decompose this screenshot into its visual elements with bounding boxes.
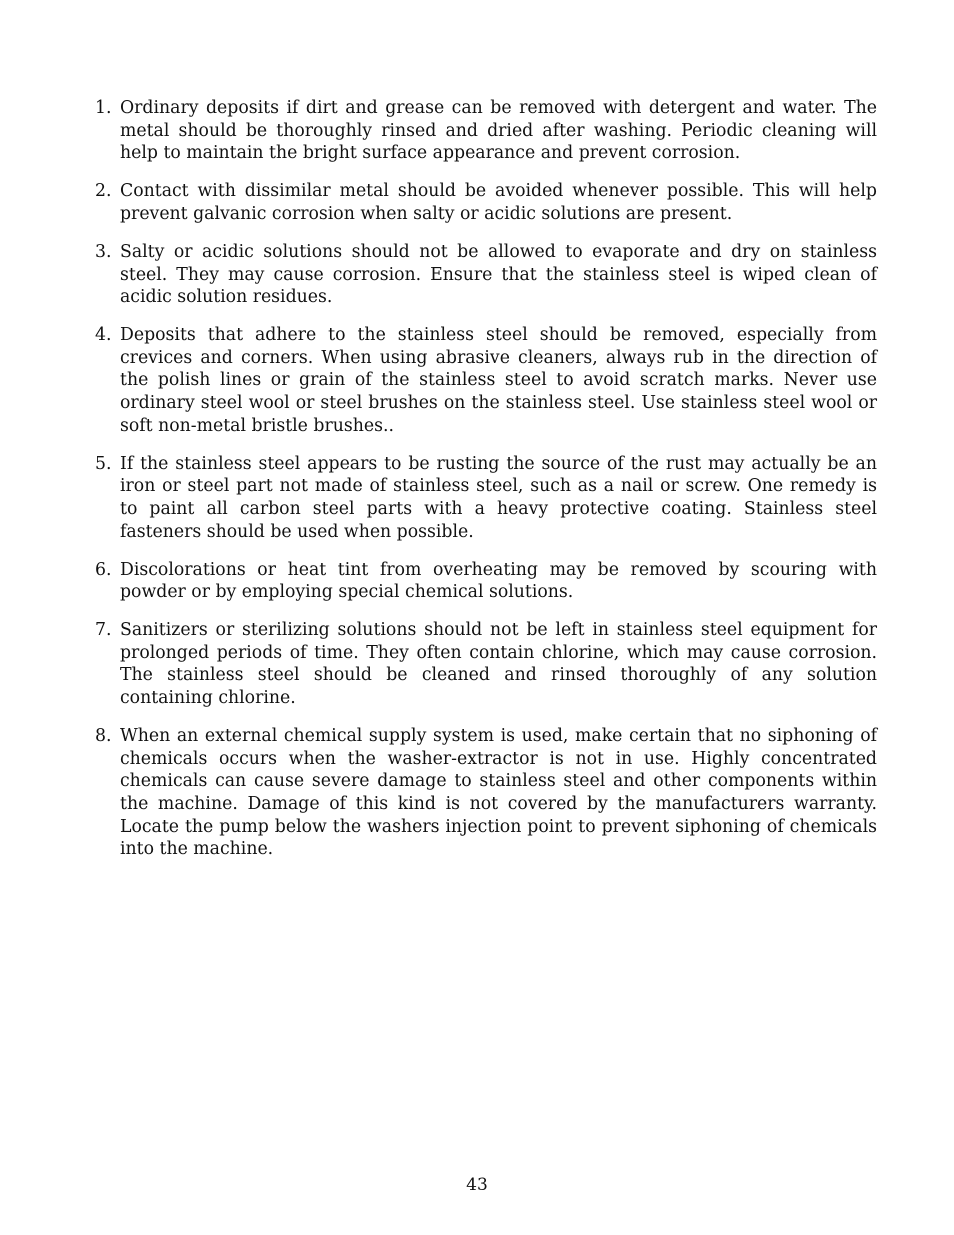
list-item-text: Discolorations or heat tint from overheating may be removed by scouring with powder or by employing special chemical solutions. bbox=[120, 559, 877, 603]
list-item bbox=[95, 725, 877, 861]
list-item-text: Contact with dissimilar metal should be avoided whenever possible. This will help prevent galvanic corrosion when salty or acidic solutions are present. bbox=[120, 181, 877, 224]
list-item-number: 8. bbox=[95, 726, 112, 747]
stainless-steel-care-list bbox=[95, 97, 877, 861]
list-item-number: 7. bbox=[95, 620, 112, 641]
list-item bbox=[95, 180, 877, 225]
list-item bbox=[95, 97, 877, 165]
list-item bbox=[95, 453, 877, 543]
page-number: 43 bbox=[466, 1175, 488, 1195]
list-item bbox=[95, 241, 877, 309]
list-item-number: 2. bbox=[95, 181, 112, 202]
document-body bbox=[95, 97, 877, 876]
list-item bbox=[95, 619, 877, 709]
list-item-text: Sanitizers or sterilizing solutions should not be left in stainless steel equipment for prolonged periods of time. They often contain chlorine, which may cause corrosion. The stainless steel should be cleaned and rinsed thoroughly of any solution containing chlorine. bbox=[120, 620, 877, 709]
list-item-text: If the stainless steel appears to be rusting the source of the rust may actually be an iron or steel part not made of stainless steel, such as a nail or screw. One remedy is to paint all carbon steel parts with a heavy protective coating. Stainless steel fasteners should be used when possible. bbox=[120, 453, 877, 542]
list-item-text: When an external chemical supply system is used, make certain that no siphoning of chemicals occurs when the washer-extractor is not in use. Highly concentrated chemicals can cause severe damage to stainless steel and other components within the machine. Damage of this kind is not covered by the manufacturers warranty. Locate the pump below the washers injection point to prevent siphoning of chemicals into the machine. bbox=[120, 726, 877, 860]
list-item-number: 1. bbox=[95, 98, 112, 118]
list-item-text: Ordinary deposits if dirt and grease can be removed with detergent and water. The metal should be thoroughly rinsed and dried after washing. Periodic cleaning will help to maintain the bright surface appearance and prevent corrosion. bbox=[120, 98, 877, 164]
list-item-text: Salty or acidic solutions should not be allowed to evaporate and dry on stainless steel. They may cause corrosion. Ensure that the stainless steel is wiped clean of acidic solution residues. bbox=[120, 241, 877, 308]
list-item-number: 4. bbox=[95, 325, 112, 346]
list-item-text: Deposits that adhere to the stainless steel should be removed, especially from crevices and corners. When using abrasive cleaners, always rub in the direction of the polish lines or grain of the stainless steel to avoid scratch marks. Never use ordinary steel wool or steel brushes on the stainless steel. Use stainless steel wool or soft non-metal bristle brushes.. bbox=[120, 325, 877, 436]
list-item-number: 5. bbox=[95, 453, 112, 474]
list-item-number: 3. bbox=[95, 241, 112, 262]
list-item-number: 6. bbox=[95, 559, 112, 580]
list-item bbox=[95, 324, 877, 437]
list-item bbox=[95, 559, 877, 604]
